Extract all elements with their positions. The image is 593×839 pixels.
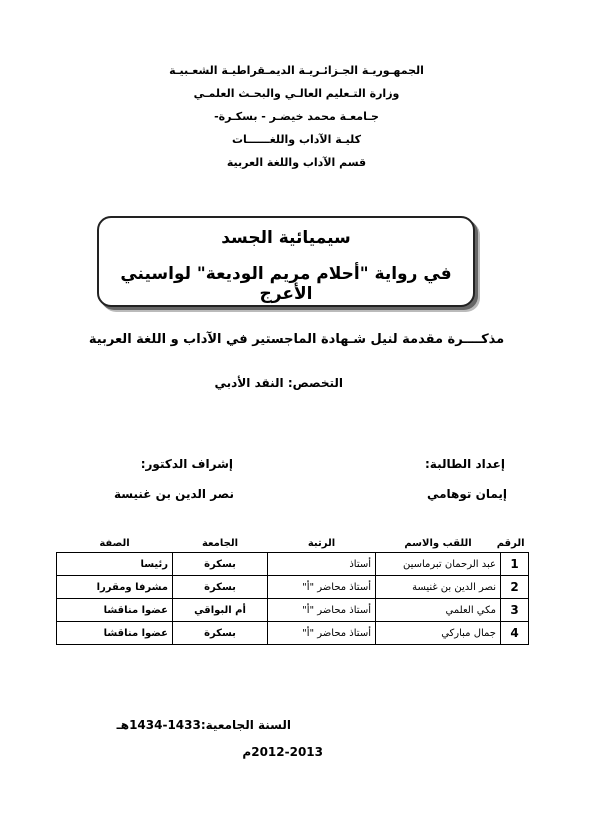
member-university: بسكرة (173, 576, 268, 599)
row-number: 3 (501, 599, 529, 622)
header-number: الرقم (496, 537, 525, 549)
table-row (57, 576, 529, 599)
academic-year-hijri: السنة الجامعية:1433-1434هـ (116, 718, 291, 732)
member-role: عضوا مناقشا (57, 599, 173, 622)
thesis-title: سيميائية الجسد (221, 228, 351, 248)
supervisor-name: نصر الدين بن غنيسة (114, 487, 234, 501)
member-name: نصر الدين بن غنيسة (376, 576, 501, 599)
member-rank: أستاذ محاضر "أ" (268, 599, 376, 622)
table-row (57, 599, 529, 622)
academic-year-gregorian: 2012-2013م (242, 745, 323, 759)
row-number: 1 (501, 553, 529, 576)
member-role: مشرفا ومقررا (57, 576, 173, 599)
member-university: بسكرة (173, 553, 268, 576)
ministry-name: وزارة التـعليم العالـي والبحـث العلمـي (193, 87, 400, 100)
republic-name: الجمهـوريـة الجـزائـريـة الديمـقراطيـة الشعـبيـة (169, 64, 424, 77)
member-name: مكي العلمي (376, 599, 501, 622)
member-university: بسكرة (173, 622, 268, 645)
member-name: عبد الرحمان تبرماسين (376, 553, 501, 576)
table-header-row (57, 534, 529, 553)
member-name: جمال مباركي (376, 622, 501, 645)
member-rank: أستاذ محاضر "أ" (268, 622, 376, 645)
member-rank: أستاذ محاضر "أ" (268, 576, 376, 599)
header-rank: الرتبة (307, 537, 336, 549)
jury-table (56, 534, 529, 645)
department-name: قسم الآداب واللغة العربية (226, 156, 367, 169)
thesis-subtitle: في رواية "أحلام مريم الوديعة" لواسيني الأعرج (120, 264, 452, 304)
supervisor-label: إشراف الدكتور: (140, 457, 233, 471)
row-number: 2 (501, 576, 529, 599)
specialty: التخصص: النقد الأدبي (214, 376, 343, 390)
table-row (57, 553, 529, 576)
student-name: إيمان توهامي (426, 487, 507, 501)
thesis-description: مذكــــرة مقدمة لنيل شـهادة الماجستير في الآداب و اللغة العربية (88, 332, 505, 347)
header-university: الجامعة (201, 537, 239, 549)
member-rank: أستاذ (268, 553, 376, 576)
header-role: الصفة (99, 537, 130, 549)
faculty-name: كليـة الآداب واللغــــــات (231, 133, 362, 146)
member-role: رئيسا (57, 553, 173, 576)
member-role: عضوا مناقشا (57, 622, 173, 645)
university-name: جـامعـة محمد خيضـر - بسكـرة- (214, 110, 379, 123)
student-label: إعداد الطالبة: (425, 457, 505, 471)
header-name: اللقب والاسم (404, 537, 472, 549)
member-university: أم البواقي (173, 599, 268, 622)
row-number: 4 (501, 622, 529, 645)
table-row (57, 622, 529, 645)
title-box (97, 216, 475, 307)
